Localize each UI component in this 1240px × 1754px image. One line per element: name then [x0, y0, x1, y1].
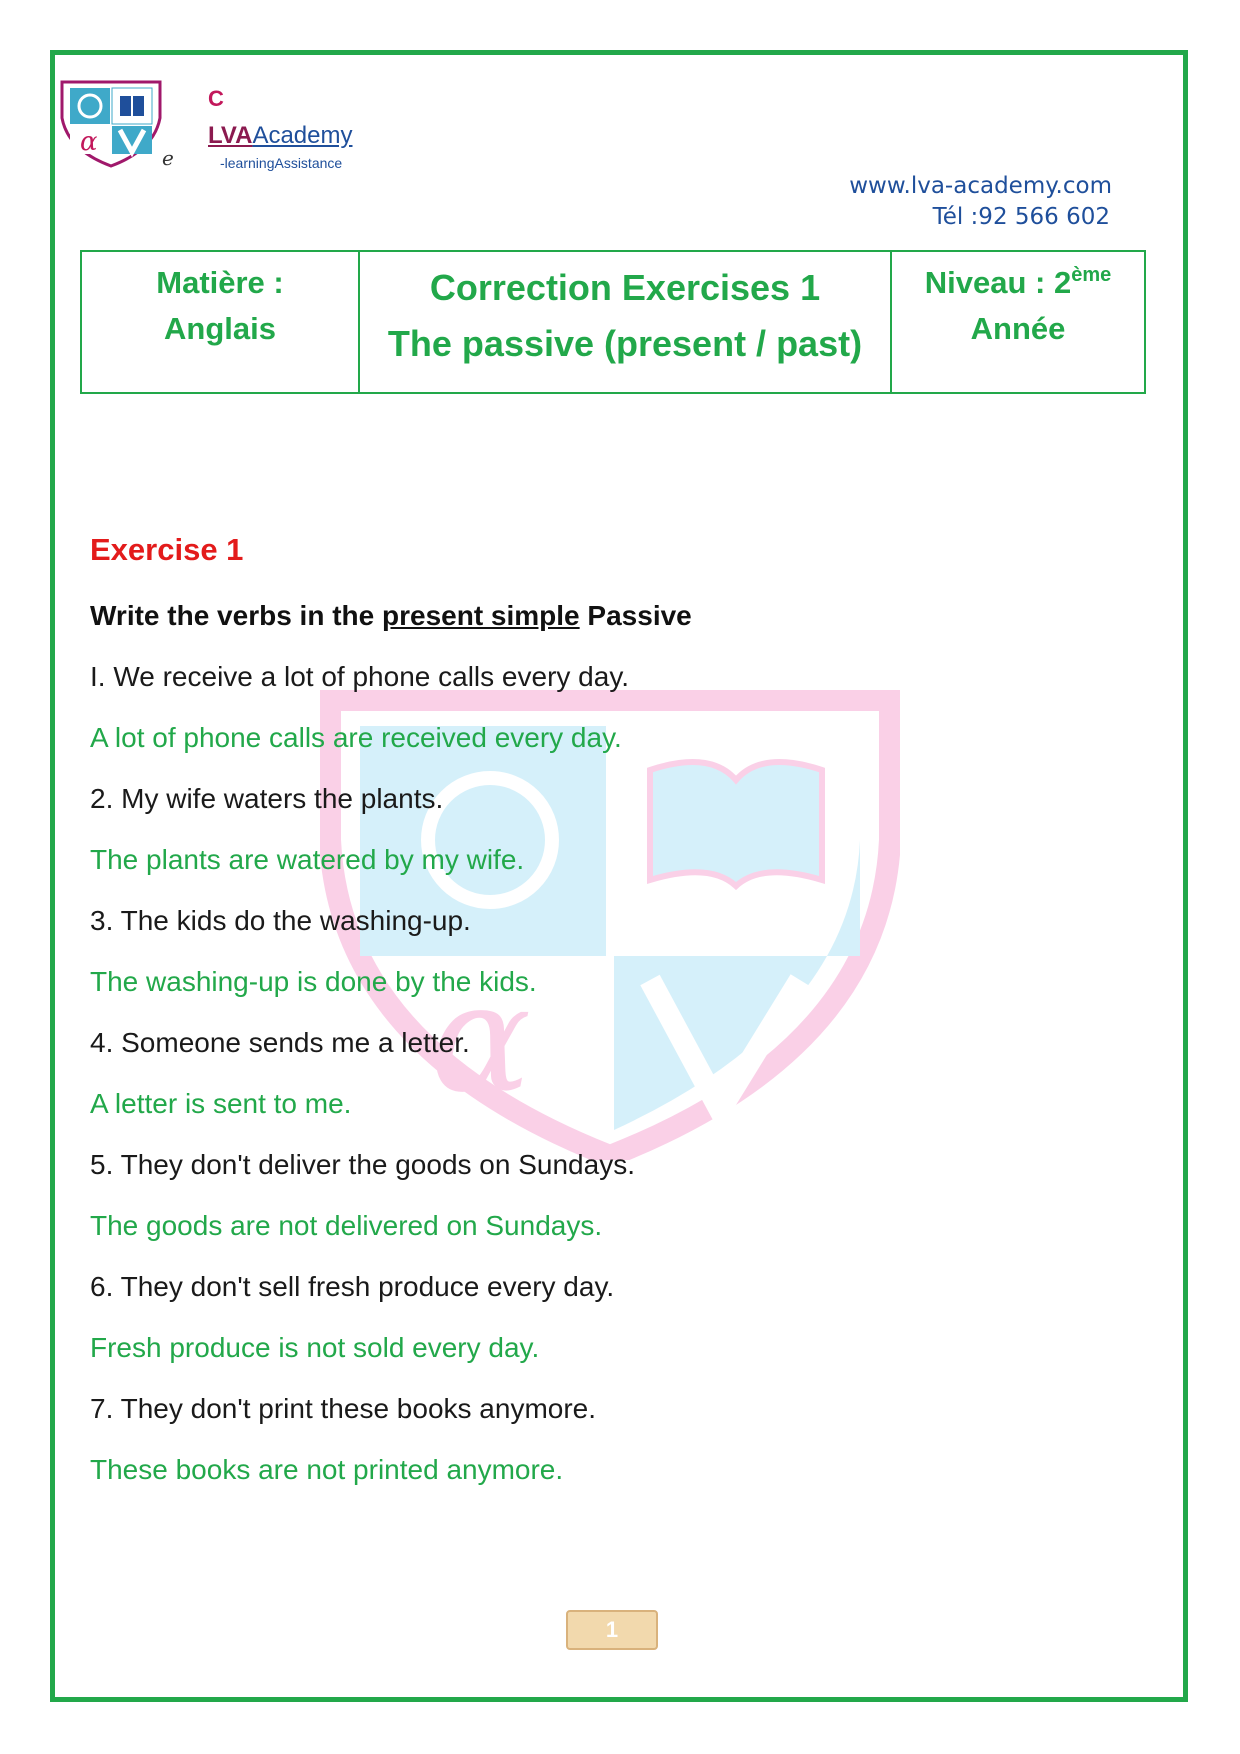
doc-title-line1: Correction Exercises 1 — [429, 267, 821, 308]
phone-number: Tél :92 566 602 — [932, 204, 1110, 230]
lva-shield-logo-icon — [58, 78, 164, 168]
subject-value: Anglais — [164, 311, 276, 346]
website-url[interactable]: www.lva-academy.com — [849, 173, 1112, 199]
level-cell — [892, 252, 1144, 392]
instruction-pre: Write the verbs in the — [90, 600, 382, 631]
brand-academy: Academy — [252, 122, 353, 149]
question-line: 3. The kids do the washing-up. — [90, 905, 471, 936]
answer-line: The goods are not delivered on Sundays. — [90, 1210, 603, 1241]
level-label-line — [892, 260, 1144, 306]
answer-line: A letter is sent to me. — [90, 1088, 352, 1119]
info-table — [80, 250, 1146, 394]
instruction-post: Passive — [579, 600, 692, 631]
exercise-section — [90, 530, 1090, 1511]
answer-line: The plants are watered by my wife. — [90, 844, 525, 875]
question-line: I. We receive a lot of phone calls every day. — [90, 661, 630, 692]
svg-text:α: α — [430, 952, 532, 1126]
brand-e-letter: e — [162, 146, 174, 170]
svg-text:α: α — [80, 127, 98, 157]
question-line: 7. They don't print these books anymore. — [90, 1393, 597, 1424]
question-line: 2. My wife waters the plants. — [90, 783, 444, 814]
answer-line: Fresh produce is not sold every day. — [90, 1332, 540, 1363]
answer-line: The washing-up is done by the kids. — [90, 966, 537, 997]
page-number: 1 — [566, 1610, 658, 1650]
question-line: 4. Someone sends me a letter. — [90, 1027, 470, 1058]
exercise-items — [90, 657, 1090, 1511]
brand-lva: LVA — [208, 122, 253, 149]
level-value: Année — [970, 311, 1066, 346]
question-line: 5. They don't deliver the goods on Sundays. — [90, 1149, 635, 1180]
brand-subtitle: -learningAssistance — [220, 155, 343, 171]
doc-title-line2: The passive (present / past) — [387, 323, 863, 364]
instruction-underlined: present simple — [382, 600, 580, 631]
exercise-title: Exercise 1 — [90, 532, 244, 567]
answer-line: A lot of phone calls are received every day. — [90, 722, 622, 753]
level-label: Niveau : 2 — [924, 265, 1072, 300]
answer-line: These books are not printed anymore. — [90, 1454, 564, 1485]
exercise-instruction — [90, 596, 1090, 657]
subject-label: Matière : — [156, 265, 284, 300]
brand-c-letter: C — [208, 86, 224, 111]
title-cell — [360, 252, 892, 392]
question-line: 6. They don't sell fresh produce every day. — [90, 1271, 615, 1302]
brand-name — [208, 122, 352, 150]
level-sup: ème — [1071, 264, 1112, 286]
subject-cell — [82, 252, 360, 392]
